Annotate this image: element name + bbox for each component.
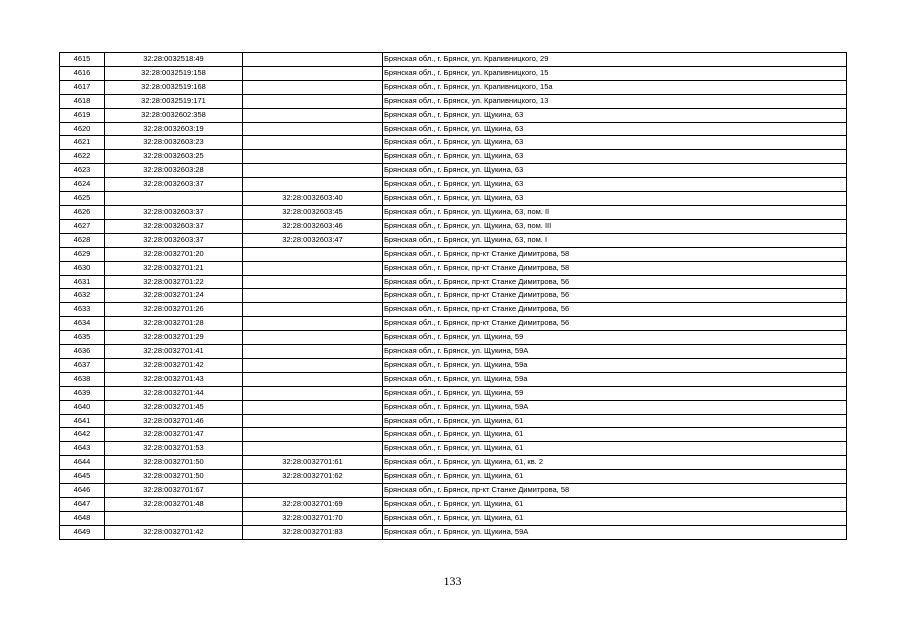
cadastral-number-cell: 32:28:0032701:42 xyxy=(105,358,243,372)
cadastral-number-cell: 32:28:0032603:37 xyxy=(105,205,243,219)
address-cell: Брянская обл., г. Брянск, ул. Щукина, 59А xyxy=(383,345,847,359)
row-number-cell: 4618 xyxy=(60,94,105,108)
page-number: 133 xyxy=(443,574,462,588)
address-cell: Брянская обл., г. Брянск, пр-кт Станке Димитрова, 56 xyxy=(383,289,847,303)
parent-cadastral-number-cell: 32:28:0032701:83 xyxy=(243,525,383,539)
address-cell: Брянская обл., г. Брянск, ул. Щукина, 63, пом. II xyxy=(383,205,847,219)
parent-cadastral-number-cell xyxy=(243,122,383,136)
address-cell: Брянская обл., г. Брянск, ул. Крапивницкого, 13 xyxy=(383,94,847,108)
cadastral-number-cell: 32:28:0032701:28 xyxy=(105,317,243,331)
cadastral-number-cell: 32:28:0032519:158 xyxy=(105,66,243,80)
cadastral-number-cell: 32:28:0032603:25 xyxy=(105,150,243,164)
table-row xyxy=(60,150,847,164)
table-row xyxy=(60,414,847,428)
cadastral-number-cell: 32:28:0032701:46 xyxy=(105,414,243,428)
parent-cadastral-number-cell: 32:28:0032603:40 xyxy=(243,192,383,206)
table-row xyxy=(60,470,847,484)
table-row xyxy=(60,456,847,470)
table-row xyxy=(60,317,847,331)
table-row xyxy=(60,372,847,386)
row-number-cell: 4635 xyxy=(60,331,105,345)
address-cell: Брянская обл., г. Брянск, ул. Щукина, 63 xyxy=(383,178,847,192)
parent-cadastral-number-cell xyxy=(243,80,383,94)
table-row xyxy=(60,247,847,261)
cadastral-number-cell: 32:28:0032701:20 xyxy=(105,247,243,261)
cadastral-number-cell: 32:28:0032603:37 xyxy=(105,233,243,247)
address-cell: Брянская обл., г. Брянск, пр-кт Станке Димитрова, 56 xyxy=(383,317,847,331)
row-number-cell: 4643 xyxy=(60,442,105,456)
parent-cadastral-number-cell xyxy=(243,358,383,372)
parent-cadastral-number-cell xyxy=(243,66,383,80)
cadastral-number-cell: 32:28:0032701:48 xyxy=(105,498,243,512)
parent-cadastral-number-cell xyxy=(243,136,383,150)
table-row xyxy=(60,94,847,108)
row-number-cell: 4631 xyxy=(60,275,105,289)
cadastral-number-cell: 32:28:0032701:47 xyxy=(105,428,243,442)
parent-cadastral-number-cell: 32:28:0032701:69 xyxy=(243,498,383,512)
address-cell: Брянская обл., г. Брянск, ул. Щукина, 61 xyxy=(383,470,847,484)
address-cell: Брянская обл., г. Брянск, ул. Крапивницкого, 15 xyxy=(383,66,847,80)
row-number-cell: 4630 xyxy=(60,261,105,275)
parent-cadastral-number-cell xyxy=(243,345,383,359)
table-row xyxy=(60,275,847,289)
parent-cadastral-number-cell xyxy=(243,372,383,386)
cadastral-number-cell: 32:28:0032701:21 xyxy=(105,261,243,275)
table-row xyxy=(60,442,847,456)
table-row xyxy=(60,289,847,303)
row-number-cell: 4647 xyxy=(60,498,105,512)
row-number-cell: 4644 xyxy=(60,456,105,470)
row-number-cell: 4633 xyxy=(60,303,105,317)
address-cell: Брянская обл., г. Брянск, ул. Щукина, 59 xyxy=(383,331,847,345)
table-row xyxy=(60,122,847,136)
address-cell: Брянская обл., г. Брянск, ул. Щукина, 63, пом. III xyxy=(383,219,847,233)
table-row xyxy=(60,233,847,247)
cadastral-number-cell xyxy=(105,192,243,206)
address-cell: Брянская обл., г. Брянск, ул. Щукина, 61 xyxy=(383,511,847,525)
cadastral-number-cell: 32:28:0032701:50 xyxy=(105,456,243,470)
row-number-cell: 4615 xyxy=(60,53,105,67)
row-number-cell: 4619 xyxy=(60,108,105,122)
cadastral-number-cell: 32:28:0032701:45 xyxy=(105,400,243,414)
registry-table-body xyxy=(60,53,847,540)
address-cell: Брянская обл., г. Брянск, пр-кт Станке Димитрова, 58 xyxy=(383,484,847,498)
cadastral-number-cell: 32:28:0032519:168 xyxy=(105,80,243,94)
row-number-cell: 4616 xyxy=(60,66,105,80)
address-cell: Брянская обл., г. Брянск, ул. Щукина, 61, кв. 2 xyxy=(383,456,847,470)
parent-cadastral-number-cell xyxy=(243,108,383,122)
row-number-cell: 4638 xyxy=(60,372,105,386)
table-row xyxy=(60,511,847,525)
row-number-cell: 4646 xyxy=(60,484,105,498)
row-number-cell: 4623 xyxy=(60,164,105,178)
row-number-cell: 4627 xyxy=(60,219,105,233)
address-cell: Брянская обл., г. Брянск, ул. Щукина, 61 xyxy=(383,428,847,442)
address-cell: Брянская обл., г. Брянск, ул. Щукина, 63 xyxy=(383,164,847,178)
table-row xyxy=(60,192,847,206)
table-row xyxy=(60,331,847,345)
table-row xyxy=(60,484,847,498)
cadastral-number-cell: 32:28:0032603:28 xyxy=(105,164,243,178)
parent-cadastral-number-cell: 32:28:0032603:45 xyxy=(243,205,383,219)
row-number-cell: 4625 xyxy=(60,192,105,206)
parent-cadastral-number-cell xyxy=(243,178,383,192)
parent-cadastral-number-cell xyxy=(243,275,383,289)
cadastral-number-cell: 32:28:0032518:49 xyxy=(105,53,243,67)
parent-cadastral-number-cell xyxy=(243,428,383,442)
row-number-cell: 4634 xyxy=(60,317,105,331)
table-row xyxy=(60,345,847,359)
table-row xyxy=(60,53,847,67)
table-row xyxy=(60,136,847,150)
registry-table xyxy=(59,52,847,540)
cadastral-number-cell: 32:28:0032701:42 xyxy=(105,525,243,539)
address-cell: Брянская обл., г. Брянск, ул. Щукина, 63 xyxy=(383,150,847,164)
registry-sheet xyxy=(59,52,847,540)
table-row xyxy=(60,164,847,178)
row-number-cell: 4632 xyxy=(60,289,105,303)
row-number-cell: 4648 xyxy=(60,511,105,525)
parent-cadastral-number-cell xyxy=(243,303,383,317)
cadastral-number-cell: 32:28:0032701:24 xyxy=(105,289,243,303)
row-number-cell: 4639 xyxy=(60,386,105,400)
table-row xyxy=(60,303,847,317)
address-cell: Брянская обл., г. Брянск, ул. Щукина, 63, пом. I xyxy=(383,233,847,247)
row-number-cell: 4622 xyxy=(60,150,105,164)
cadastral-number-cell: 32:28:0032603:19 xyxy=(105,122,243,136)
row-number-cell: 4628 xyxy=(60,233,105,247)
row-number-cell: 4642 xyxy=(60,428,105,442)
parent-cadastral-number-cell xyxy=(243,484,383,498)
parent-cadastral-number-cell xyxy=(243,442,383,456)
address-cell: Брянская обл., г. Брянск, ул. Щукина, 59А xyxy=(383,525,847,539)
parent-cadastral-number-cell xyxy=(243,386,383,400)
cadastral-number-cell: 32:28:0032602:358 xyxy=(105,108,243,122)
table-row xyxy=(60,205,847,219)
cadastral-number-cell: 32:28:0032701:29 xyxy=(105,331,243,345)
row-number-cell: 4645 xyxy=(60,470,105,484)
address-cell: Брянская обл., г. Брянск, пр-кт Станке Димитрова, 56 xyxy=(383,275,847,289)
table-row xyxy=(60,66,847,80)
address-cell: Брянская обл., г. Брянск, ул. Крапивницкого, 29 xyxy=(383,53,847,67)
cadastral-number-cell: 32:28:0032701:41 xyxy=(105,345,243,359)
parent-cadastral-number-cell xyxy=(243,289,383,303)
row-number-cell: 4624 xyxy=(60,178,105,192)
table-row xyxy=(60,525,847,539)
parent-cadastral-number-cell xyxy=(243,400,383,414)
address-cell: Брянская обл., г. Брянск, пр-кт Станке Димитрова, 56 xyxy=(383,303,847,317)
row-number-cell: 4641 xyxy=(60,414,105,428)
address-cell: Брянская обл., г. Брянск, ул. Щукина, 61 xyxy=(383,442,847,456)
parent-cadastral-number-cell xyxy=(243,414,383,428)
row-number-cell: 4620 xyxy=(60,122,105,136)
row-number-cell: 4629 xyxy=(60,247,105,261)
address-cell: Брянская обл., г. Брянск, ул. Щукина, 63 xyxy=(383,108,847,122)
table-row xyxy=(60,219,847,233)
cadastral-number-cell: 32:28:0032701:50 xyxy=(105,470,243,484)
cadastral-number-cell: 32:28:0032701:26 xyxy=(105,303,243,317)
table-row xyxy=(60,498,847,512)
parent-cadastral-number-cell: 32:28:0032701:70 xyxy=(243,511,383,525)
cadastral-number-cell: 32:28:0032519:171 xyxy=(105,94,243,108)
cadastral-number-cell: 32:28:0032701:44 xyxy=(105,386,243,400)
address-cell: Брянская обл., г. Брянск, пр-кт Станке Димитрова, 58 xyxy=(383,261,847,275)
table-row xyxy=(60,261,847,275)
cadastral-number-cell: 32:28:0032603:37 xyxy=(105,178,243,192)
parent-cadastral-number-cell xyxy=(243,331,383,345)
address-cell: Брянская обл., г. Брянск, ул. Щукина, 63 xyxy=(383,122,847,136)
address-cell: Брянская обл., г. Брянск, ул. Щукина, 59 xyxy=(383,386,847,400)
address-cell: Брянская обл., г. Брянск, ул. Щукина, 63 xyxy=(383,136,847,150)
row-number-cell: 4617 xyxy=(60,80,105,94)
parent-cadastral-number-cell xyxy=(243,164,383,178)
address-cell: Брянская обл., г. Брянск, ул. Щукина, 61 xyxy=(383,414,847,428)
row-number-cell: 4649 xyxy=(60,525,105,539)
row-number-cell: 4621 xyxy=(60,136,105,150)
address-cell: Брянская обл., г. Брянск, ул. Щукина, 59а xyxy=(383,372,847,386)
parent-cadastral-number-cell: 32:28:0032701:62 xyxy=(243,470,383,484)
address-cell: Брянская обл., г. Брянск, ул. Щукина, 61 xyxy=(383,498,847,512)
parent-cadastral-number-cell xyxy=(243,150,383,164)
parent-cadastral-number-cell: 32:28:0032603:47 xyxy=(243,233,383,247)
parent-cadastral-number-cell xyxy=(243,247,383,261)
address-cell: Брянская обл., г. Брянск, ул. Щукина, 63 xyxy=(383,192,847,206)
address-cell: Брянская обл., г. Брянск, пр-кт Станке Димитрова, 58 xyxy=(383,247,847,261)
cadastral-number-cell: 32:28:0032603:23 xyxy=(105,136,243,150)
table-row xyxy=(60,178,847,192)
address-cell: Брянская обл., г. Брянск, ул. Щукина, 59А xyxy=(383,400,847,414)
cadastral-number-cell: 32:28:0032701:67 xyxy=(105,484,243,498)
cadastral-number-cell: 32:28:0032603:37 xyxy=(105,219,243,233)
parent-cadastral-number-cell xyxy=(243,261,383,275)
address-cell: Брянская обл., г. Брянск, ул. Щукина, 59а xyxy=(383,358,847,372)
parent-cadastral-number-cell: 32:28:0032701:61 xyxy=(243,456,383,470)
parent-cadastral-number-cell xyxy=(243,317,383,331)
table-row xyxy=(60,80,847,94)
table-row xyxy=(60,108,847,122)
table-row xyxy=(60,358,847,372)
row-number-cell: 4636 xyxy=(60,345,105,359)
table-row xyxy=(60,386,847,400)
table-row xyxy=(60,428,847,442)
parent-cadastral-number-cell xyxy=(243,94,383,108)
table-row xyxy=(60,400,847,414)
cadastral-number-cell xyxy=(105,511,243,525)
parent-cadastral-number-cell: 32:28:0032603:46 xyxy=(243,219,383,233)
row-number-cell: 4640 xyxy=(60,400,105,414)
cadastral-number-cell: 32:28:0032701:43 xyxy=(105,372,243,386)
address-cell: Брянская обл., г. Брянск, ул. Крапивницкого, 15а xyxy=(383,80,847,94)
parent-cadastral-number-cell xyxy=(243,53,383,67)
cadastral-number-cell: 32:28:0032701:53 xyxy=(105,442,243,456)
cadastral-number-cell: 32:28:0032701:22 xyxy=(105,275,243,289)
row-number-cell: 4626 xyxy=(60,205,105,219)
row-number-cell: 4637 xyxy=(60,358,105,372)
